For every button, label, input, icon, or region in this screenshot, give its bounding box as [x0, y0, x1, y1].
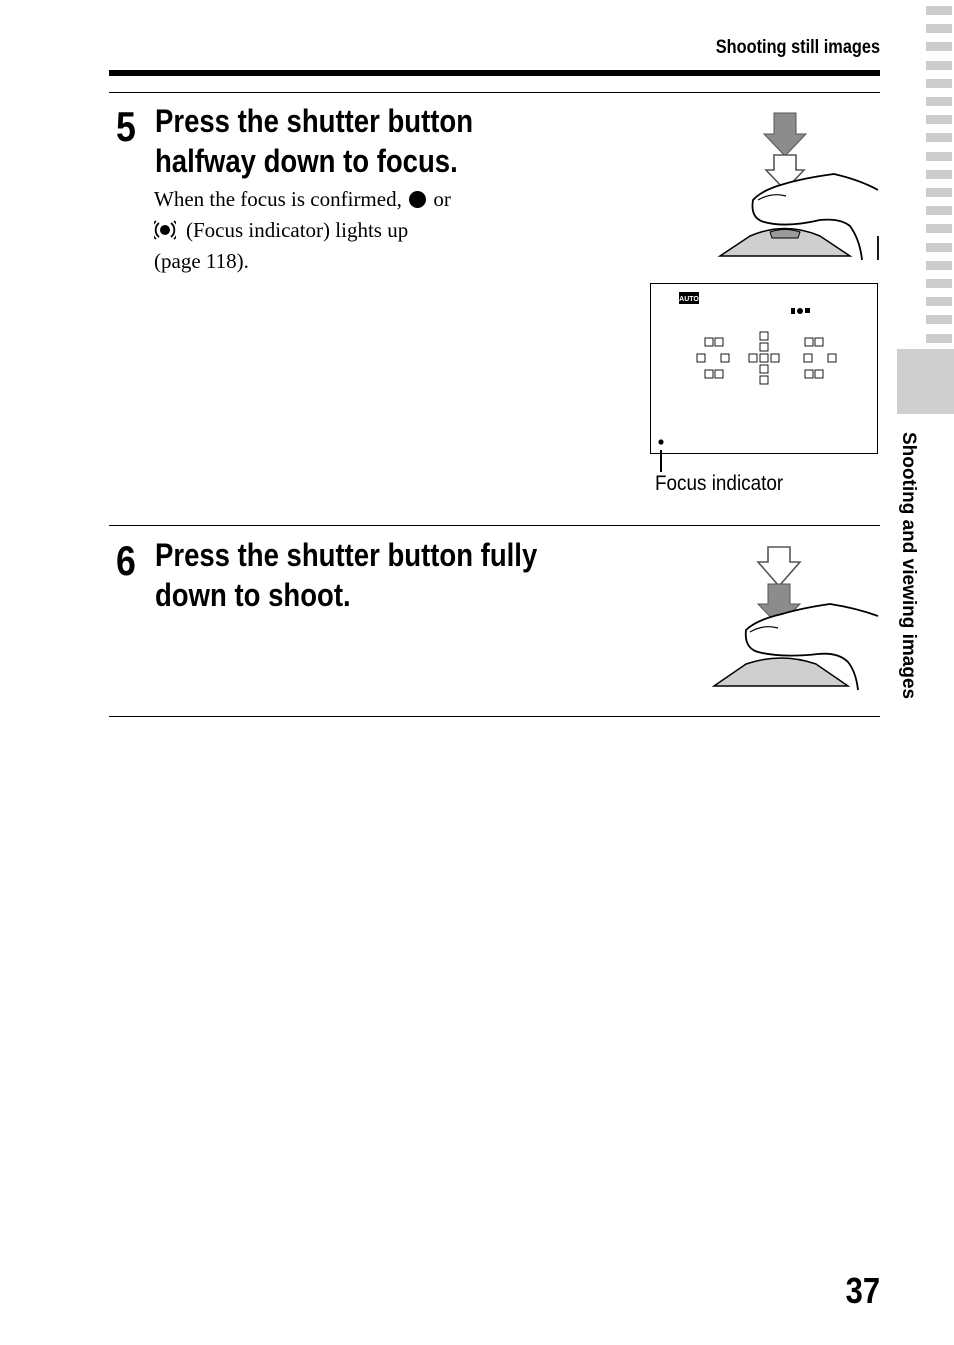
focus-dot-icon: [409, 191, 426, 208]
af-point: [721, 354, 729, 362]
index-stripe: [926, 243, 952, 252]
step5-body-line1: [154, 184, 451, 215]
viewfinder-display: [650, 283, 878, 454]
index-stripe: [926, 297, 952, 306]
af-point: [804, 354, 812, 362]
af-point: [771, 354, 779, 362]
step6-heading-line2: down to shoot.: [155, 577, 351, 613]
af-points: [697, 332, 836, 384]
index-stripe: [926, 224, 952, 233]
index-stripe: [926, 261, 952, 270]
step6-heading-line1: Press the shutter button fully: [155, 537, 538, 573]
index-stripe: [926, 42, 952, 51]
step5-body: [154, 184, 451, 277]
full-press-illustration: [706, 544, 882, 692]
step6-number: 6: [116, 537, 136, 584]
focus-indicator-label: Focus indicator: [655, 472, 784, 495]
af-point: [715, 370, 723, 378]
scene-icons: [791, 308, 810, 314]
index-stripe: [926, 170, 952, 179]
focus-indicator-leader: [660, 450, 662, 472]
header-rule: [109, 70, 880, 76]
af-point: [805, 338, 813, 346]
af-point: [760, 365, 768, 373]
step5-heading: [155, 101, 473, 181]
step5-body-line1-before: When the focus is confirmed,: [154, 187, 402, 211]
index-stripe: [926, 279, 952, 288]
af-point: [805, 370, 813, 378]
index-stripe: [926, 152, 952, 161]
index-stripe: [926, 115, 952, 124]
step5-body-line2: [154, 215, 451, 246]
af-point: [760, 376, 768, 384]
af-point: [749, 354, 757, 362]
step5-body-line2-text: (Focus indicator) lights up: [186, 218, 409, 242]
step5-top-rule: [109, 92, 880, 93]
page-number: 37: [845, 1270, 880, 1311]
index-stripe: [926, 79, 952, 88]
half-press-illustration: [712, 108, 882, 263]
af-point: [815, 370, 823, 378]
index-stripe: [926, 133, 952, 142]
step5-number: 5: [116, 103, 136, 150]
af-point: [760, 332, 768, 340]
sidebar-section-label: [891, 432, 921, 732]
af-point: [760, 354, 768, 362]
index-stripe: [926, 334, 952, 343]
current-section-tab: [897, 349, 954, 414]
index-stripe: [926, 6, 952, 15]
section-header-title: Shooting still images: [715, 37, 880, 58]
step5-heading-line2: halfway down to focus.: [155, 143, 458, 179]
index-stripe: [926, 206, 952, 215]
step6-heading: [155, 535, 537, 615]
af-point: [760, 343, 768, 351]
index-stripe: [926, 97, 952, 106]
index-stripe: [926, 315, 952, 324]
focus-ring-icon: [154, 220, 176, 240]
af-point: [815, 338, 823, 346]
sidebar-section-text: Shooting and viewing images: [898, 432, 919, 700]
step5-heading-line1: Press the shutter button: [155, 103, 474, 139]
focus-indicator-dot: [658, 439, 663, 444]
step6-bottom-rule: [109, 716, 880, 717]
step6-top-rule: [109, 525, 880, 526]
viewfinder-graphics: [651, 284, 877, 453]
index-stripe: [926, 24, 952, 33]
section-index-stripes: [924, 0, 954, 345]
af-point: [715, 338, 723, 346]
af-point: [705, 370, 713, 378]
af-point: [705, 338, 713, 346]
step5-body-line1-after: or: [433, 187, 451, 211]
index-stripe: [926, 61, 952, 70]
af-point: [697, 354, 705, 362]
step5-body-line3: (page 118).: [154, 249, 249, 273]
mode-badge-text: AUTO: [679, 296, 699, 303]
index-stripe: [926, 188, 952, 197]
af-point: [828, 354, 836, 362]
